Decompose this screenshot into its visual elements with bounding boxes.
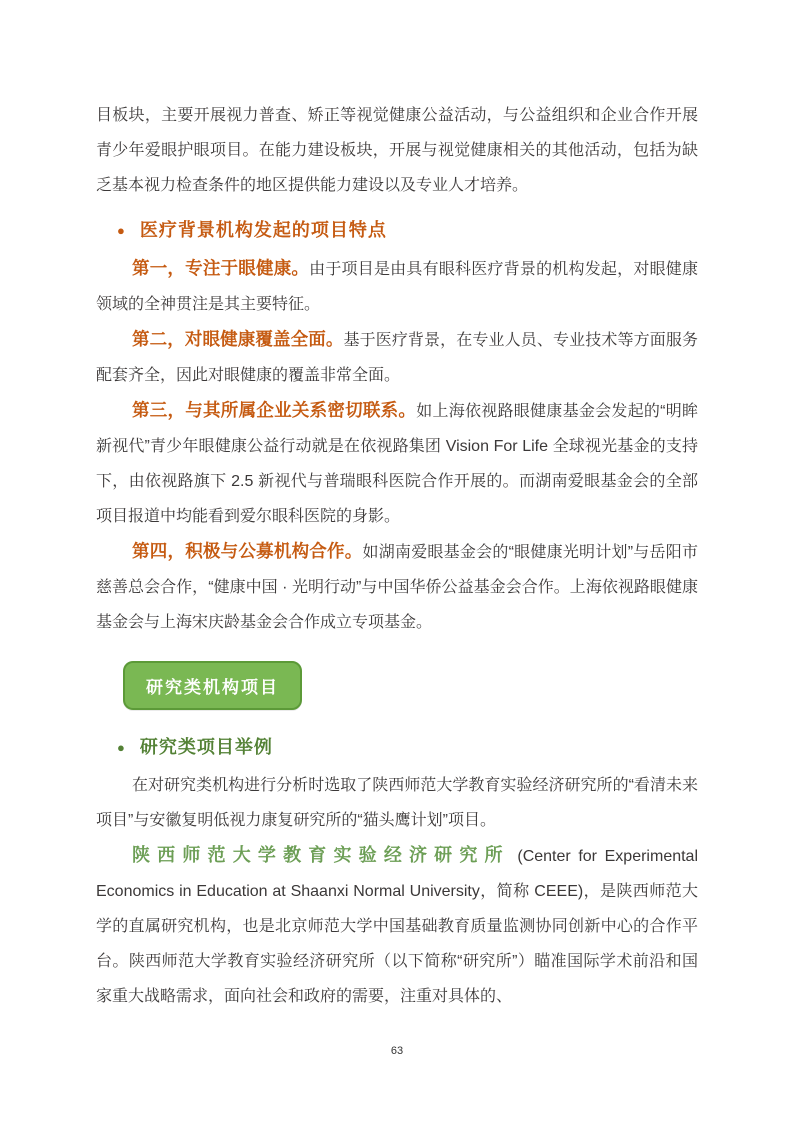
point-4-lead: 第四，积极与公募机构合作。 <box>132 541 363 561</box>
point-3-paragraph <box>96 393 698 534</box>
bullet-icon: ● <box>117 222 125 238</box>
point-4-text: 如湖南爱眼基金会的“眼健康光明计划”与岳阳市慈善总会合作，“健康中国 · 光明行动”与中国华侨公益基金会合作。上海依视路眼健康基金会与上海宋庆龄基金会合作成立专项基金。 <box>96 544 698 631</box>
section-heading-label: 研究类项目举例 <box>139 737 273 757</box>
page-content <box>96 98 698 1014</box>
section-heading-label: 医疗背景机构发起的项目特点 <box>139 220 387 240</box>
bullet-icon: ● <box>117 739 125 755</box>
point-1-text: 由于项目是由具有眼科医疗背景的机构发起，对眼健康领域的全神贯注是其主要特征。 <box>96 261 698 313</box>
section-heading-medical-features <box>96 216 698 242</box>
research-intro-paragraph: 在对研究类机构进行分析时选取了陕西师范大学教育实验经济研究所的“看清未来项目”与安徽复明低视力康复研究所的“猫头鹰计划”项目。 <box>96 777 698 829</box>
point-2-paragraph <box>96 322 698 393</box>
point-2-text: 基于医疗背景，在专业人员、专业技术等方面服务配套齐全，因此对眼健康的覆盖非常全面。 <box>96 332 698 384</box>
research-category-tag: 研究类机构项目 <box>123 661 302 710</box>
section-heading-research-examples <box>96 733 698 759</box>
point-4-paragraph <box>96 534 698 640</box>
point-1-lead: 第一，专注于眼健康。 <box>132 258 310 278</box>
point-3-text: 如上海依视路眼健康基金会发起的“明眸新视代”青少年眼健康公益行动就是在依视路集团 Vision For Life 全球视光基金的支持下，由依视路旗下 2.5 新视代与普瑞眼科医院合作开展的。而湖南爱眼基金会的全部项目报道中均能看到爱尔眼科医院的身影。 <box>96 403 698 525</box>
point-1-paragraph <box>96 251 698 322</box>
institute-description: (Center for Experimental Economics in Education at Shaanxi Normal University，简称 CEEE)，是陕西师范大学的直属研究机构，也是北京师范大学中国基础教育质量监测协同创新中心的合作平台。陕西师范大学教育实验经济研究所（以下简称“研究所”）瞄准国际学术前沿和国家重大战略需求，面向社会和政府的需要，注重对具体的、 <box>96 848 699 1005</box>
research-tag-row <box>96 640 698 720</box>
page-number: 63 <box>390 1045 404 1057</box>
intro-paragraph: 目板块，主要开展视力普查、矫正等视觉健康公益活动，与公益组织和企业合作开展青少年爱眼护眼项目。在能力建设板块，开展与视觉健康相关的其他活动，包括为缺乏基本视力检查条件的地区提供能力建设以及专业人才培养。 <box>96 107 698 194</box>
point-3-lead: 第三，与其所属企业关系密切联系。 <box>132 400 417 420</box>
point-2-lead: 第二，对眼健康覆盖全面。 <box>132 329 344 349</box>
institute-paragraph <box>96 838 698 1014</box>
institute-name: 陕西师范大学教育实验经济研究所 <box>132 845 510 865</box>
